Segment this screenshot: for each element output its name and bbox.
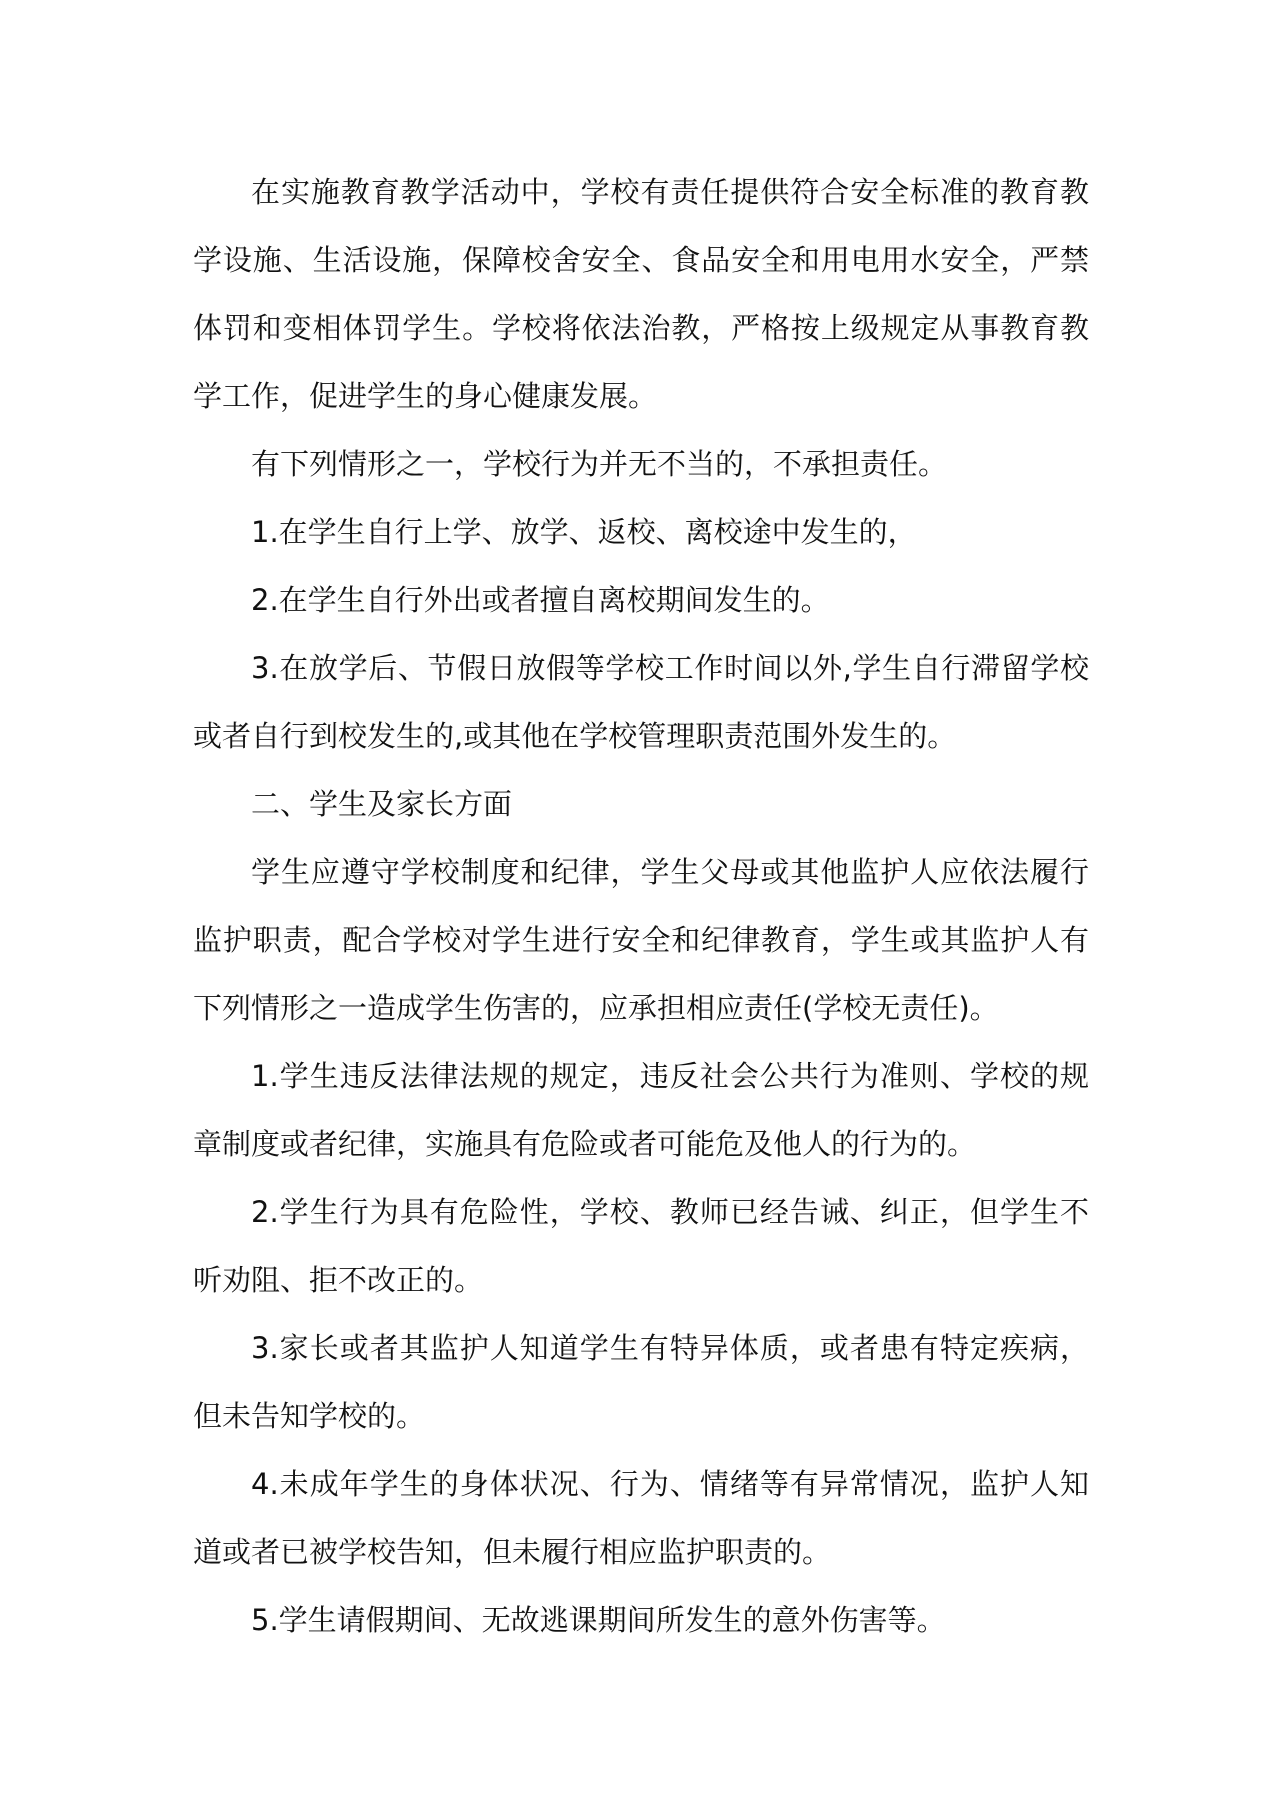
paragraph-exemption-3: 3.在放学后、节假日放假等学校工作时间以外,学生自行滞留学校或者自行到校发生的,或其他在学校管理职责范围外发生的。 bbox=[193, 651, 1089, 753]
paragraph-responsibility-5: 5.学生请假期间、无故逃课期间所发生的意外伤害等。 bbox=[251, 1603, 946, 1637]
section-heading-students-parents: 二、学生及家长方面 bbox=[251, 787, 513, 821]
paragraph-school-exemption-intro: 有下列情形之一，学校行为并无不当的，不承担责任。 bbox=[251, 447, 948, 481]
paragraph-school-duty: 在实施教育教学活动中，学校有责任提供符合安全标准的教育教学设施、生活设施，保障校舍安全、食品安全和用电用水安全，严禁体罚和变相体罚学生。学校将依法治教，严格按上级规定从事教育教学工作，促进学生的身心健康发展。 bbox=[193, 175, 1089, 413]
paragraph-exemption-2: 2.在学生自行外出或者擅自离校期间发生的。 bbox=[251, 583, 830, 617]
paragraph-students-parents-duty: 学生应遵守学校制度和纪律，学生父母或其他监护人应依法履行监护职责，配合学校对学生进行安全和纪律教育，学生或其监护人有下列情形之一造成学生伤害的，应承担相应责任(学校无责任)。 bbox=[193, 855, 1089, 1025]
document-body bbox=[193, 158, 1089, 1654]
paragraph-responsibility-2: 2.学生行为具有危险性，学校、教师已经告诫、纠正，但学生不听劝阻、拒不改正的。 bbox=[193, 1195, 1089, 1297]
paragraph-exemption-1: 1.在学生自行上学、放学、返校、离校途中发生的， bbox=[251, 515, 917, 549]
paragraph-responsibility-1: 1.学生违反法律法规的规定，违反社会公共行为准则、学校的规章制度或者纪律，实施具有危险或者可能危及他人的行为的。 bbox=[193, 1059, 1089, 1161]
paragraph-responsibility-3: 3.家长或者其监护人知道学生有特异体质，或者患有特定疾病，但未告知学校的。 bbox=[193, 1331, 1089, 1433]
paragraph-responsibility-4: 4.未成年学生的身体状况、行为、情绪等有异常情况，监护人知道或者已被学校告知，但未履行相应监护职责的。 bbox=[193, 1467, 1089, 1569]
